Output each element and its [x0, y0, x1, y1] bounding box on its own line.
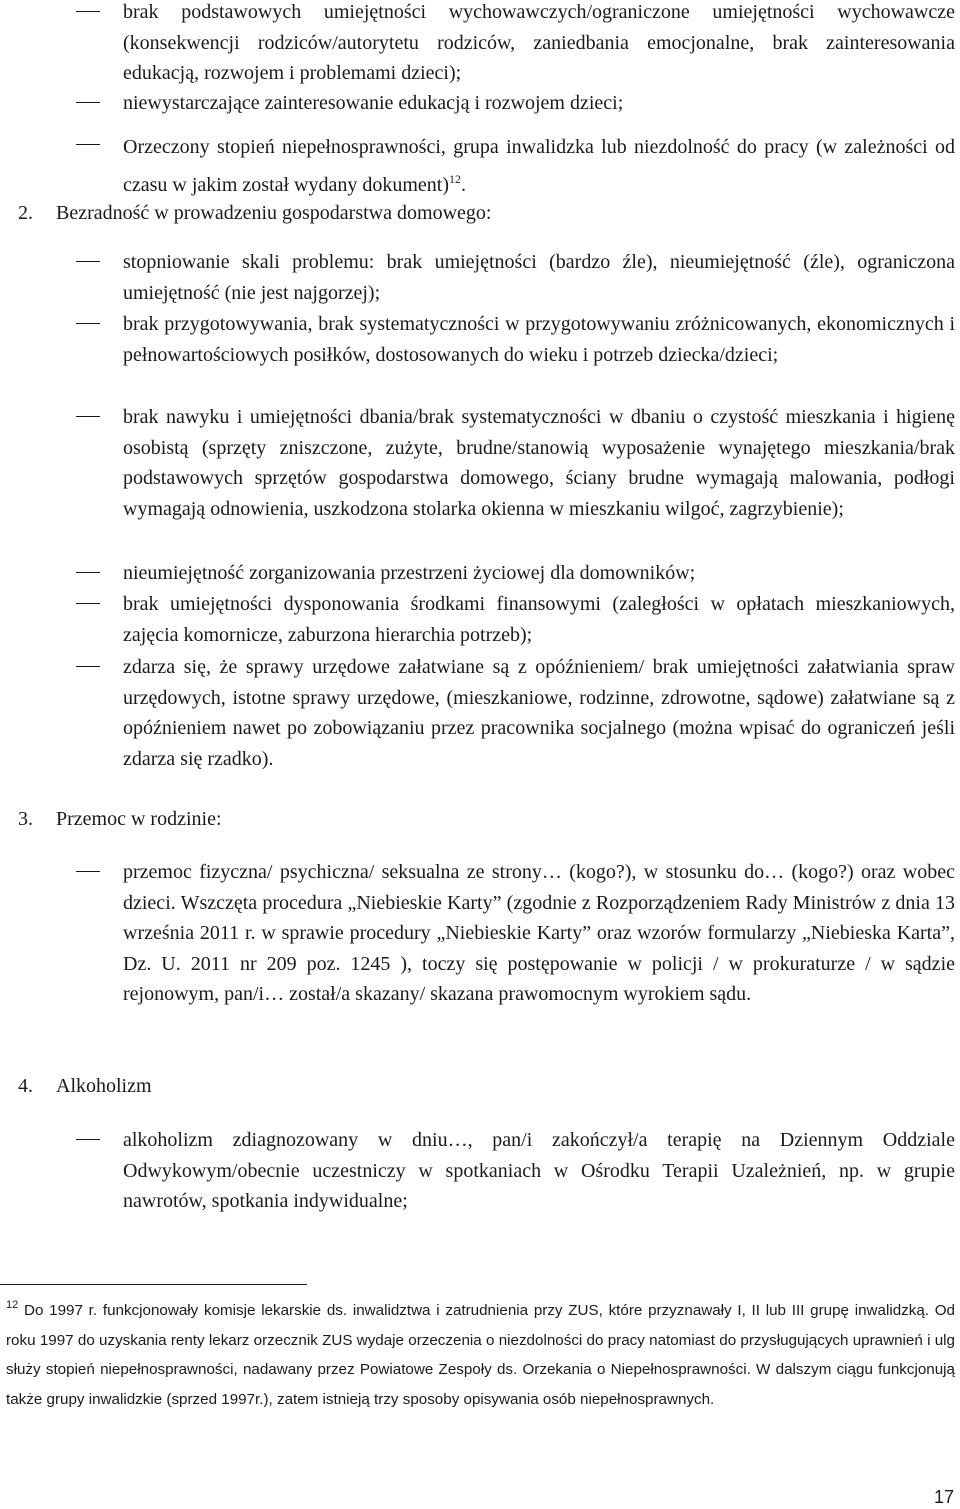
dash-bullet-icon — [76, 1139, 100, 1140]
dash-bullet-icon — [76, 603, 100, 604]
list-item-text: brak umiejętności dysponowania środkami finansowymi (zaległości w opłatach mieszkaniowych, zajęcia komornicze, zaburzona hierarchia potrzeb); — [123, 593, 955, 646]
section-number: 4. — [18, 1075, 33, 1097]
list-item-text: zdarza się, że sprawy urzędowe załatwiane są z opóźnieniem/ brak umiejętności załatwiania spraw urzędowych, istotne sprawy urzędowe, (mieszkaniowe, rodzinne, zdrowotne, sądowe) załatwiane są z opóźnieniem nawet po zobowiązaniu przez pracownika socjalnego (można wpisać do ograniczeń jeśli zdarza się rzadko). — [123, 656, 955, 770]
list-item — [123, 128, 955, 204]
list-item-text: brak przygotowywania, brak systematyczności w przygotowywaniu zróżnicowanych, ekonomicznych i pełnowartościowych posiłków, dostosowanych do wieku i potrzeb dziecka/dzieci; — [123, 313, 955, 366]
list-item-text: niewystarczające zainteresowanie edukacją i rozwojem dzieci; — [123, 92, 624, 114]
footnote-separator — [0, 1284, 307, 1285]
list-item — [123, 558, 955, 589]
footnote-ref[interactable]: 12 — [449, 172, 462, 186]
section-title: Bezradność w prowadzeniu gospodarstwa domowego: — [56, 202, 492, 224]
list-item-text: brak nawyku i umiejętności dbania/brak systematyczności w dbaniu o czystość mieszkania i higienę osobistą (sprzęty zniszczone, zużyte, brudne/stanowią wyposażenie wynajętego mieszkania/brak podstawowych sprzętów gospodarstwa domowego, ściany brudne wymagają malowania, podłogi wymagają odnowienia, uszkodzona stolarka okienna w mieszkaniu wilgoć, zagrzybienie); — [123, 406, 955, 520]
list-item — [123, 402, 955, 524]
dash-bullet-icon — [76, 11, 100, 12]
list-item — [123, 88, 955, 119]
dash-bullet-icon — [76, 416, 100, 417]
list-item — [123, 652, 955, 774]
section-title: Alkoholizm — [56, 1075, 152, 1097]
list-item — [123, 309, 955, 370]
section-title: Przemoc w rodzinie: — [56, 808, 222, 830]
list-item-text: Orzeczony stopień niepełnosprawności, grupa inwalidzka lub niezdolność do pracy (w zależności od czasu w jakim został wydany dokument) — [123, 136, 955, 196]
section-heading — [18, 1071, 152, 1101]
list-item-text: nieumiejętność zorganizowania przestrzeni życiowej dla domowników; — [123, 562, 696, 584]
footnote-text: Do 1997 r. funkcjonowały komisje lekarskie ds. inwalidztwa i zatrudnienia przy ZUS, które przyznawały I, II lub III grupę inwalidzką. Od roku 1997 do uzyskania renty lekarz orzecznik ZUS wydaje orzeczenia o niezdolności do pracy natomiast do przysługujących uprawnień i ulg służy stopień niepełnosprawności, nadawany przez Powiatowe Zespoły ds. Orzekania o Niepełnosprawności. W dalszym ciągu funkcjonują także grupy inwalidzkie (sprzed 1997r.), zatem istnieją trzy sposoby opisywania osób niepełnosprawnych. — [6, 1302, 955, 1408]
section-number: 3. — [18, 808, 33, 830]
section-heading — [18, 198, 491, 228]
dash-bullet-icon — [76, 666, 100, 667]
dash-bullet-icon — [76, 871, 100, 872]
list-item-text: . — [461, 174, 467, 196]
list-item-text: brak podstawowych umiejętności wychowawczych/ograniczone umiejętności wychowawcze (konsekwencji rodziców/autorytetu rodziców, zaniedbania emocjonalne, brak zainteresowania edukacją, rozwojem i problemami dzieci); — [123, 1, 955, 85]
dash-bullet-icon — [76, 144, 100, 145]
footnote — [6, 1296, 955, 1414]
footnote-marker: 12 — [6, 1299, 19, 1311]
list-item-text: alkoholizm zdiagnozowany w dniu…, pan/i zakończył/a terapię na Dziennym Oddziale Odwykowym/obecnie uczestniczy w spotkaniach w Ośrodku Terapii Uzależnień, np. w grupie nawrotów, spotkania indywidualne; — [123, 1129, 955, 1213]
section-number: 2. — [18, 202, 33, 224]
list-item-text: przemoc fizyczna/ psychiczna/ seksualna ze strony… (kogo?), w stosunku do… (kogo?) oraz wobec dzieci. Wszczęta procedura „Niebieskie Karty” (zgodnie z Rozporządzeniem Rady Ministrów z dnia 13 września 2011 r. w sprawie procedury „Niebieskie Karty” oraz wzorów formularzy „Niebieska Karta”, Dz. U. 2011 nr 209 poz. 1245 ), toczy się postępowanie w policji / w prokuraturze / w sądzie rejonowym, pan/i… został/a skazany/ skazana prawomocnym wyrokiem sądu. — [123, 861, 955, 1006]
dash-bullet-icon — [76, 102, 100, 103]
list-item — [123, 1125, 955, 1217]
list-item — [123, 0, 955, 89]
dash-bullet-icon — [76, 323, 100, 324]
section-heading — [18, 804, 222, 834]
dash-bullet-icon — [76, 261, 100, 262]
list-item — [123, 589, 955, 650]
list-item-text: stopniowanie skali problemu: brak umiejętności (bardzo źle), nieumiejętność (źle), ograniczona umiejętność (nie jest najgorzej); — [123, 251, 955, 304]
list-item — [123, 247, 955, 308]
page-number: 17 — [933, 1487, 954, 1507]
list-item — [123, 857, 955, 1010]
dash-bullet-icon — [76, 572, 100, 573]
